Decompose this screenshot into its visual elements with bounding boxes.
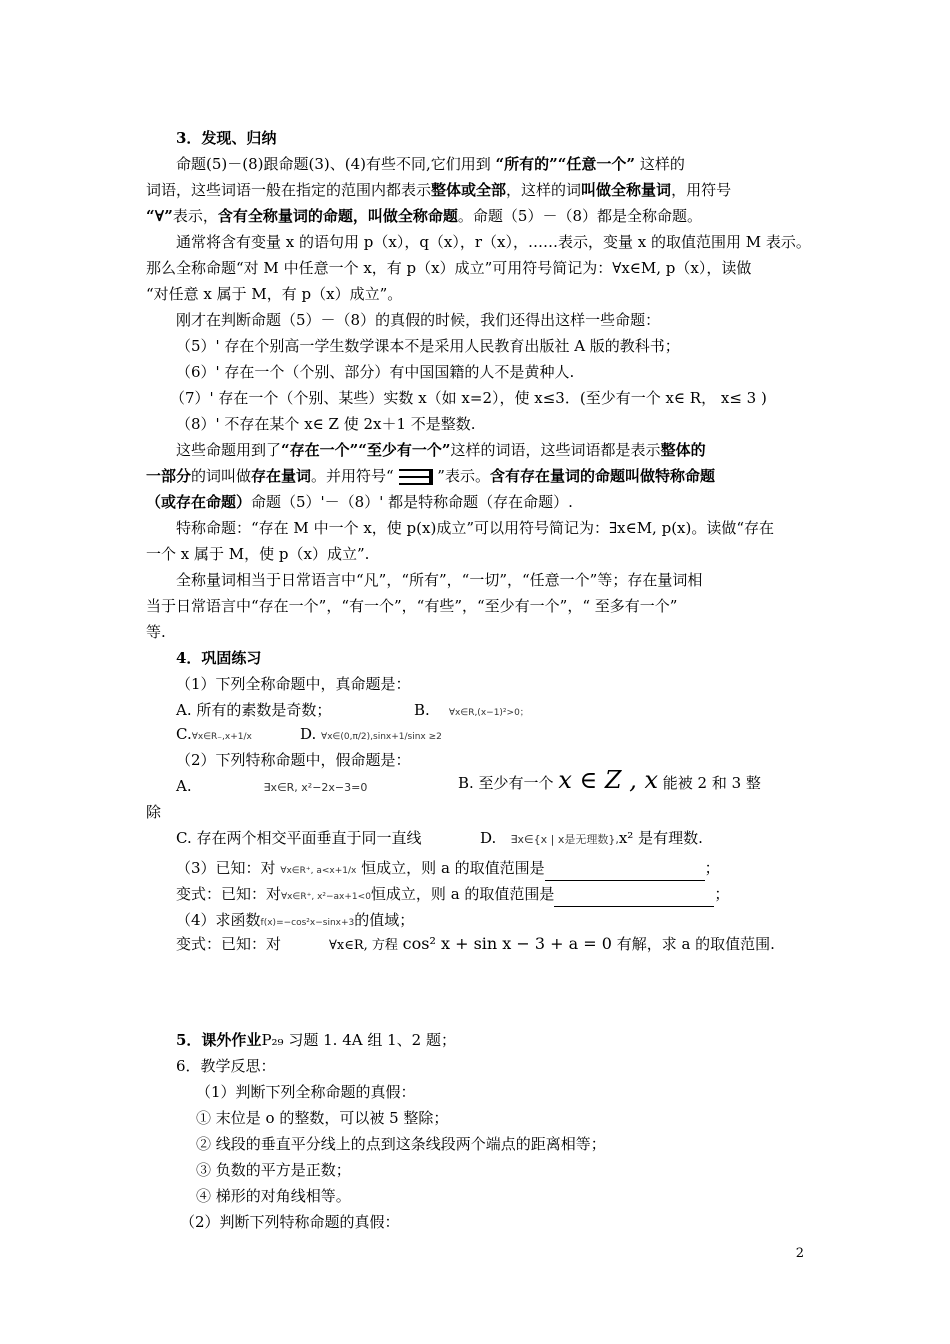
option-a: A. ∃x∈R, x²−2x−3=0 bbox=[176, 777, 368, 795]
para: 一部分的词叫做存在量词。并用符号“ ”表示。含有存在量词的命题叫做特称命题 bbox=[146, 467, 715, 485]
list-item: （5）' 存在个别高一学生数学课本不是采用人民教育出版社 A 版的教科书； bbox=[176, 337, 680, 355]
section-4-title: 4．巩固练习 bbox=[176, 649, 262, 667]
section-6-title: 6．教学反思： bbox=[176, 1057, 276, 1075]
para: 特称命题：“存在 M 中一个 x，使 p(x)成立”可以用符号简记为：∃x∈M, p(x)。读做“存在 bbox=[176, 519, 775, 537]
option-b-cont: 除 bbox=[146, 803, 162, 821]
para: 词语，这些词语一般在指定的范围内都表示整体或全部，这样的词叫做全称量词，用符号 bbox=[146, 181, 732, 199]
option-c: C. 存在两个相交平面垂直于同一直线 bbox=[176, 829, 422, 847]
question: （2）下列特称命题中，假命题是： bbox=[176, 751, 411, 769]
question: （2）判断下列特称命题的真假： bbox=[180, 1213, 400, 1231]
page-number: 2 bbox=[795, 1246, 804, 1261]
question: （4）求函数f(x)=−cos²x−sinx+3的值域； bbox=[176, 911, 415, 929]
variant: 变式：已知：对 ∀x∈R, 方程 cos² x + sin x − 3 + a = 0 有解，求 a 的取值范围. bbox=[176, 934, 775, 953]
para: 通常将含有变量 x 的语句用 p（x），q（x），r（x），……表示，变量 x 的取值范围用 M 表示。 bbox=[176, 233, 811, 251]
para: （或存在命题）命题（5）'－（8）' 都是特称命题（存在命题）. bbox=[146, 493, 573, 511]
list-item: （7）' 存在一个（个别、某些）实数 x（如 x=2），使 x≤3．(至少有一个 x∈ R， x≤ 3 ) bbox=[170, 389, 767, 407]
option-c: C.∀x∈R₋,x+1/x bbox=[176, 725, 252, 743]
para: “∀”表示，含有全称量词的命题，叫做全称命题。命题（5）－（8）都是全称命题。 bbox=[146, 207, 702, 225]
question: （3）已知：对 ∀x∈R⁺, a<x+1/x 恒成立，则 a 的取值范围是 ； bbox=[176, 858, 720, 881]
para: 这些命题用到了“存在一个”“至少有一个”这样的词语，这些词语都是表示整体的 bbox=[176, 441, 706, 459]
option-b: B. ∀x∈R,(x−1)²>0； bbox=[414, 701, 529, 719]
question: （1）下列全称命题中，真命题是： bbox=[176, 675, 411, 693]
para: 等. bbox=[146, 623, 166, 641]
list-item: ③ 负数的平方是正数； bbox=[196, 1161, 351, 1179]
para: 命题(5)－(8)跟命题(3)、(4)有些不同,它们用到 “所有的”“任意一个” 这样的 bbox=[176, 155, 685, 173]
exists-symbol-icon bbox=[399, 469, 433, 485]
list-item: ② 线段的垂直平分线上的点到这条线段两个端点的距离相等； bbox=[196, 1135, 606, 1153]
option-d: D. ∀x∈(0,π/2),sinx+1/sinx ≥2 bbox=[300, 725, 442, 743]
list-item: ① 末位是 o 的整数，可以被 5 整除； bbox=[196, 1109, 449, 1127]
para: 一个 x 属于 M，使 p（x）成立”. bbox=[146, 545, 370, 563]
para: 全称量词相当于日常语言中“凡”，“所有”，“一切”，“任意一个”等；存在量词相 bbox=[176, 571, 703, 589]
para: 刚才在判断命题（5）－（8）的真假的时候，我们还得出这样一些命题： bbox=[176, 311, 661, 329]
option-a: A. 所有的素数是奇数； bbox=[176, 701, 332, 719]
para: 当于日常语言中“存在一个”，“有一个”，“有些”，“至少有一个”，“ 至多有一个” bbox=[146, 597, 678, 615]
list-item: （8）' 不存在某个 x∈ Z 使 2x＋1 不是整数. bbox=[176, 415, 476, 433]
para: 那么全称命题“对 M 中任意一个 x，有 p（x）成立”可用符号简记为：∀x∈M, p（x），读做 bbox=[146, 259, 752, 277]
variant: 变式：已知：对∀x∈R⁺, x²−ax+1<0恒成立，则 a 的取值范围是 ； bbox=[176, 884, 729, 907]
option-d: D. ∃x∈{x | x是无理数},x² 是有理数. bbox=[480, 829, 703, 847]
list-item: （6）' 存在一个（个别、部分）有中国国籍的人不是黄种人. bbox=[176, 363, 575, 381]
list-item: ④ 梯形的对角线相等。 bbox=[196, 1187, 351, 1205]
homework: 5．课外作业P₂₉ 习题 1. 4A 组 1、2 题； bbox=[176, 1031, 456, 1049]
para: “对任意 x 属于 M，有 p（x）成立”。 bbox=[146, 285, 403, 303]
question: （1）判断下列全称命题的真假： bbox=[196, 1083, 416, 1101]
answer-blank[interactable] bbox=[554, 892, 714, 907]
answer-blank[interactable] bbox=[545, 866, 705, 881]
option-b: B. 至少有一个 x ∈ Z , x 能被 2 和 3 整 bbox=[458, 766, 761, 794]
section-3-title: 3．发现、归纳 bbox=[176, 129, 277, 147]
